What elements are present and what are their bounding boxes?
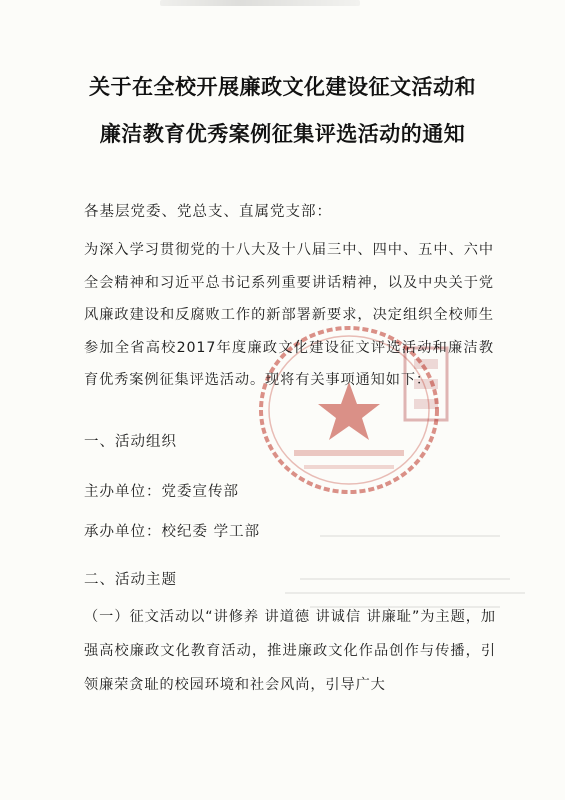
co-organizer-line: 承办单位：校纪委 学工部	[84, 524, 261, 540]
scan-bleed-line	[300, 578, 510, 580]
section-2-heading: 二、活动主题	[84, 572, 177, 588]
document-title-line-2: 廉洁教育优秀案例征集评选活动的通知	[99, 121, 466, 146]
scan-bleed-mark	[160, 0, 360, 6]
salutation: 各基层党委、党总支、直属党支部：	[84, 204, 332, 220]
scan-bleed-line	[285, 592, 525, 594]
intro-paragraph: 为深入学习贯彻党的十八大及十八届三中、四中、五中、六中全会精神和习近平总书记系列重要讲话精神，以及中央关于党风廉政建设和反腐败工作的新部署新要求，决定组织全校师生参加全省高校2017年度廉政文化建设征文评选活动和廉洁教育优秀案例征集评选活动。现将有关事项通知如下：	[84, 242, 494, 389]
theme-paragraph: （一）征文活动以“讲修养 讲道德 讲诚信 讲廉耻”为主题，加强高校廉政文化教育活动，推进廉政文化作品创作与传播，引领廉荣贪耻的校园环境和社会风尚，引导广大	[84, 609, 496, 693]
scan-bleed-line	[320, 535, 500, 537]
document-title-line-1: 关于在全校开展廉政文化建设征文活动和	[89, 74, 476, 99]
section-1-heading: 一、活动组织	[84, 434, 177, 450]
organizer-line: 主办单位：党委宣传部	[84, 484, 239, 500]
